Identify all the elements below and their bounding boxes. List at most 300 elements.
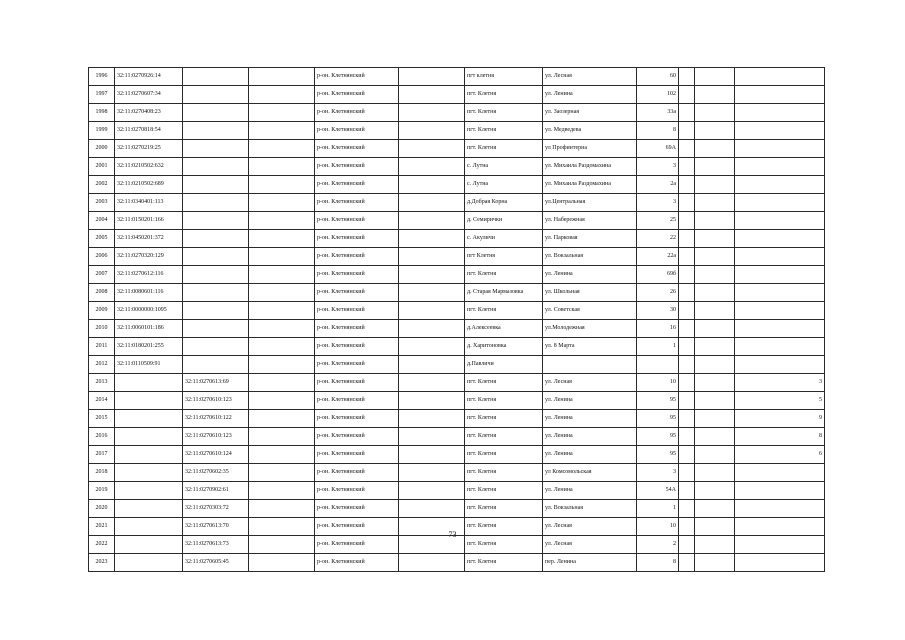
cadastral-number: 32:11:0150201:166 bbox=[115, 212, 183, 230]
district-cell: р-он. Клетнянский bbox=[315, 230, 399, 248]
house-number-cell: 2 bbox=[637, 536, 679, 554]
cadastral-number bbox=[115, 410, 183, 428]
district-cell: р-он. Клетнянский bbox=[315, 248, 399, 266]
table-row bbox=[89, 230, 825, 248]
empty-cell bbox=[249, 68, 315, 86]
district-cell: р-он. Клетнянский bbox=[315, 428, 399, 446]
apartment-cell bbox=[735, 320, 825, 338]
apartment-cell bbox=[735, 104, 825, 122]
table-row bbox=[89, 356, 825, 374]
empty-cell bbox=[679, 500, 695, 518]
house-number-cell: 1 bbox=[637, 500, 679, 518]
settlement-cell: д. Харитоновка bbox=[465, 338, 543, 356]
empty-cell bbox=[249, 356, 315, 374]
house-number-cell: 33а bbox=[637, 104, 679, 122]
cadastral-number-alt bbox=[183, 230, 249, 248]
cadastral-number: 32:11:0270607:34 bbox=[115, 86, 183, 104]
row-number: 1996 bbox=[89, 68, 115, 86]
cadastral-number: 32:11:0270219:25 bbox=[115, 140, 183, 158]
district-cell: р-он. Клетнянский bbox=[315, 86, 399, 104]
empty-cell bbox=[695, 392, 735, 410]
cadastral-number-alt bbox=[183, 248, 249, 266]
empty-cell bbox=[399, 302, 465, 320]
table-row bbox=[89, 68, 825, 86]
row-number: 2005 bbox=[89, 230, 115, 248]
empty-cell bbox=[695, 194, 735, 212]
street-cell: ул. Ленина bbox=[543, 446, 637, 464]
house-number-cell: 3 bbox=[637, 194, 679, 212]
row-number: 2014 bbox=[89, 392, 115, 410]
apartment-cell bbox=[735, 266, 825, 284]
empty-cell bbox=[249, 410, 315, 428]
cadastral-number-alt bbox=[183, 320, 249, 338]
empty-cell bbox=[695, 464, 735, 482]
street-cell: ул. Ленина bbox=[543, 392, 637, 410]
empty-cell bbox=[249, 176, 315, 194]
cadastral-number: 32:11:0110509:91 bbox=[115, 356, 183, 374]
table-row bbox=[89, 446, 825, 464]
cadastral-number: 32:11:0060101:186 bbox=[115, 320, 183, 338]
empty-cell bbox=[249, 158, 315, 176]
district-cell: р-он. Клетнянский bbox=[315, 410, 399, 428]
settlement-cell: д. Старая Мармазовка bbox=[465, 284, 543, 302]
district-cell: р-он. Клетнянский bbox=[315, 158, 399, 176]
district-cell: р-он. Клетнянский bbox=[315, 338, 399, 356]
empty-cell bbox=[679, 464, 695, 482]
house-number-cell: 95 bbox=[637, 392, 679, 410]
house-number-cell: 3 bbox=[637, 464, 679, 482]
empty-cell bbox=[679, 428, 695, 446]
apartment-cell bbox=[735, 176, 825, 194]
row-number: 2009 bbox=[89, 302, 115, 320]
table-row bbox=[89, 338, 825, 356]
empty-cell bbox=[399, 446, 465, 464]
empty-cell bbox=[399, 284, 465, 302]
row-number: 2006 bbox=[89, 248, 115, 266]
street-cell: ул. Заозерная bbox=[543, 104, 637, 122]
apartment-cell bbox=[735, 68, 825, 86]
settlement-cell: пгт. Клетня bbox=[465, 464, 543, 482]
district-cell: р-он. Клетнянский bbox=[315, 536, 399, 554]
table-row bbox=[89, 464, 825, 482]
empty-cell bbox=[249, 302, 315, 320]
street-cell: ул Комсомольская bbox=[543, 464, 637, 482]
empty-cell bbox=[399, 176, 465, 194]
row-number: 2022 bbox=[89, 536, 115, 554]
apartment-cell bbox=[735, 230, 825, 248]
apartment-cell bbox=[735, 158, 825, 176]
empty-cell bbox=[695, 68, 735, 86]
empty-cell bbox=[679, 158, 695, 176]
empty-cell bbox=[679, 338, 695, 356]
cadastral-number bbox=[115, 482, 183, 500]
cadastral-number bbox=[115, 428, 183, 446]
house-number-cell: 60 bbox=[637, 68, 679, 86]
cadastral-number-alt bbox=[183, 140, 249, 158]
empty-cell bbox=[679, 212, 695, 230]
district-cell: р-он. Клетнянский bbox=[315, 446, 399, 464]
cadastral-number: 32:11:0210502:632 bbox=[115, 158, 183, 176]
empty-cell bbox=[679, 392, 695, 410]
settlement-cell: с. Акуличи bbox=[465, 230, 543, 248]
cadastral-number-alt bbox=[183, 68, 249, 86]
empty-cell bbox=[695, 428, 735, 446]
empty-cell bbox=[679, 410, 695, 428]
street-cell: ул. Советская bbox=[543, 302, 637, 320]
row-number: 2004 bbox=[89, 212, 115, 230]
street-cell: ул. Ленина bbox=[543, 86, 637, 104]
row-number: 2011 bbox=[89, 338, 115, 356]
apartment-cell: 8 bbox=[735, 428, 825, 446]
house-number-cell: 1 bbox=[637, 338, 679, 356]
cadastral-number-alt bbox=[183, 356, 249, 374]
empty-cell bbox=[399, 410, 465, 428]
page-number: 73 bbox=[448, 530, 457, 539]
empty-cell bbox=[249, 554, 315, 572]
empty-cell bbox=[399, 554, 465, 572]
empty-cell bbox=[695, 122, 735, 140]
apartment-cell bbox=[735, 482, 825, 500]
district-cell: р-он. Клетнянский bbox=[315, 104, 399, 122]
cadastral-number-alt bbox=[183, 176, 249, 194]
street-cell: ул. Ленина bbox=[543, 266, 637, 284]
district-cell: р-он. Клетнянский bbox=[315, 140, 399, 158]
table-row bbox=[89, 176, 825, 194]
cadastral-number-alt: 32:11:0270602:35 bbox=[183, 464, 249, 482]
street-cell: ул. Вокзальная bbox=[543, 500, 637, 518]
cadastral-number-alt: 32:11:0270902:61 bbox=[183, 482, 249, 500]
apartment-cell bbox=[735, 140, 825, 158]
table-row bbox=[89, 284, 825, 302]
house-number-cell: 3 bbox=[637, 158, 679, 176]
empty-cell bbox=[679, 230, 695, 248]
apartment-cell bbox=[735, 302, 825, 320]
cadastral-number: 32:11:0180201:255 bbox=[115, 338, 183, 356]
empty-cell bbox=[695, 554, 735, 572]
house-number-cell: 95 bbox=[637, 428, 679, 446]
cadastral-number: 32:11:0000000:1095 bbox=[115, 302, 183, 320]
empty-cell bbox=[399, 374, 465, 392]
row-number: 2023 bbox=[89, 554, 115, 572]
cadastral-number-alt: 32:11:0270610:123 bbox=[183, 428, 249, 446]
cadastral-number bbox=[115, 446, 183, 464]
house-number-cell: 22а bbox=[637, 248, 679, 266]
street-cell: ул. 8 Марта bbox=[543, 338, 637, 356]
empty-cell bbox=[695, 248, 735, 266]
settlement-cell: пгт. Клетня bbox=[465, 104, 543, 122]
empty-cell bbox=[695, 410, 735, 428]
cadastral-number-alt: 32:11:0270610:122 bbox=[183, 410, 249, 428]
settlement-cell: с. Лутна bbox=[465, 158, 543, 176]
row-number: 1998 bbox=[89, 104, 115, 122]
empty-cell bbox=[679, 320, 695, 338]
empty-cell bbox=[399, 500, 465, 518]
empty-cell bbox=[695, 500, 735, 518]
table-row bbox=[89, 302, 825, 320]
table-row bbox=[89, 86, 825, 104]
row-number: 2002 bbox=[89, 176, 115, 194]
street-cell: ул. Школьная bbox=[543, 284, 637, 302]
district-cell: р-он. Клетнянский bbox=[315, 212, 399, 230]
settlement-cell: пгт. Клетня bbox=[465, 266, 543, 284]
cadastral-number: 32:11:0270320:129 bbox=[115, 248, 183, 266]
district-cell: р-он. Клетнянский bbox=[315, 356, 399, 374]
cadastral-number: 32:11:0270612:116 bbox=[115, 266, 183, 284]
empty-cell bbox=[249, 482, 315, 500]
district-cell: р-он. Клетнянский bbox=[315, 374, 399, 392]
settlement-cell: пгт. Клетня bbox=[465, 554, 543, 572]
district-cell: р-он. Клетнянский bbox=[315, 176, 399, 194]
cadastral-number: 32:11:0210502:689 bbox=[115, 176, 183, 194]
house-number-cell: 30 bbox=[637, 302, 679, 320]
empty-cell bbox=[249, 500, 315, 518]
table-row bbox=[89, 410, 825, 428]
empty-cell bbox=[695, 446, 735, 464]
cadastral-number bbox=[115, 554, 183, 572]
settlement-cell: д.Павличи bbox=[465, 356, 543, 374]
table-row bbox=[89, 248, 825, 266]
street-cell: ул. Лесная bbox=[543, 68, 637, 86]
settlement-cell: с. Лутна bbox=[465, 176, 543, 194]
table-row bbox=[89, 374, 825, 392]
cadastral-number-alt bbox=[183, 158, 249, 176]
empty-cell bbox=[399, 122, 465, 140]
settlement-cell: пгт. Клетня bbox=[465, 140, 543, 158]
house-number-cell: 54А bbox=[637, 482, 679, 500]
street-cell: ул. Михаила Раздомахина bbox=[543, 158, 637, 176]
apartment-cell bbox=[735, 248, 825, 266]
settlement-cell: пгт. Клетня bbox=[465, 500, 543, 518]
settlement-cell: пгт. Клетня bbox=[465, 122, 543, 140]
cadastral-number-alt: 32:11:0270613:69 bbox=[183, 374, 249, 392]
district-cell: р-он. Клетнянский bbox=[315, 194, 399, 212]
cadastral-number: 32:11:0270818:54 bbox=[115, 122, 183, 140]
row-number: 2018 bbox=[89, 464, 115, 482]
street-cell: ул. Набережная bbox=[543, 212, 637, 230]
empty-cell bbox=[399, 212, 465, 230]
empty-cell bbox=[249, 140, 315, 158]
empty-cell bbox=[679, 284, 695, 302]
row-number: 2020 bbox=[89, 500, 115, 518]
empty-cell bbox=[679, 122, 695, 140]
cadastral-number: 32:11:0340401:113 bbox=[115, 194, 183, 212]
settlement-cell: пгт. Клетня bbox=[465, 374, 543, 392]
row-number: 2013 bbox=[89, 374, 115, 392]
cadastral-number-alt bbox=[183, 284, 249, 302]
cadastral-number bbox=[115, 464, 183, 482]
empty-cell bbox=[679, 140, 695, 158]
empty-cell bbox=[399, 464, 465, 482]
house-number-cell: 95 bbox=[637, 446, 679, 464]
empty-cell bbox=[679, 356, 695, 374]
empty-cell bbox=[249, 446, 315, 464]
table-row bbox=[89, 266, 825, 284]
house-number-cell: 69б bbox=[637, 266, 679, 284]
cadastral-number: 32:11:0450201:372 bbox=[115, 230, 183, 248]
empty-cell bbox=[399, 392, 465, 410]
empty-cell bbox=[399, 428, 465, 446]
settlement-cell: пгт. Клетня bbox=[465, 428, 543, 446]
empty-cell bbox=[695, 104, 735, 122]
empty-cell bbox=[249, 86, 315, 104]
street-cell: ул. Лесная bbox=[543, 518, 637, 536]
empty-cell bbox=[249, 104, 315, 122]
cadastral-number bbox=[115, 374, 183, 392]
cadastral-number-alt: 32:11:0270610:123 bbox=[183, 392, 249, 410]
table-row bbox=[89, 392, 825, 410]
house-number-cell: 8 bbox=[637, 554, 679, 572]
house-number-cell: 102 bbox=[637, 86, 679, 104]
apartment-cell bbox=[735, 464, 825, 482]
table-row bbox=[89, 140, 825, 158]
district-cell: р-он. Клетнянский bbox=[315, 302, 399, 320]
cadastral-number bbox=[115, 500, 183, 518]
cadastral-number: 32:11:0270926:14 bbox=[115, 68, 183, 86]
cadastral-number-alt bbox=[183, 104, 249, 122]
cadastral-number-alt: 32:11:0270303:72 bbox=[183, 500, 249, 518]
empty-cell bbox=[249, 320, 315, 338]
cadastral-number bbox=[115, 392, 183, 410]
street-cell: ул. Медведева bbox=[543, 122, 637, 140]
table-row bbox=[89, 482, 825, 500]
registry-table bbox=[88, 67, 825, 572]
row-number: 2017 bbox=[89, 446, 115, 464]
empty-cell bbox=[695, 320, 735, 338]
empty-cell bbox=[399, 338, 465, 356]
empty-cell bbox=[399, 104, 465, 122]
street-cell: ул. Ленина bbox=[543, 410, 637, 428]
empty-cell bbox=[399, 68, 465, 86]
empty-cell bbox=[679, 446, 695, 464]
table-row bbox=[89, 104, 825, 122]
empty-cell bbox=[399, 140, 465, 158]
empty-cell bbox=[249, 194, 315, 212]
empty-cell bbox=[679, 374, 695, 392]
empty-cell bbox=[399, 194, 465, 212]
empty-cell bbox=[399, 158, 465, 176]
street-cell: ул Профинтерна bbox=[543, 140, 637, 158]
house-number-cell: 10 bbox=[637, 518, 679, 536]
house-number-cell: 26 bbox=[637, 284, 679, 302]
street-cell: ул. Ленина bbox=[543, 482, 637, 500]
settlement-cell: пгт. Клетня bbox=[465, 302, 543, 320]
table-row bbox=[89, 428, 825, 446]
empty-cell bbox=[695, 230, 735, 248]
empty-cell bbox=[399, 356, 465, 374]
settlement-cell: пгт. Клетня bbox=[465, 518, 543, 536]
settlement-cell: пгт. Клетня bbox=[465, 86, 543, 104]
table-row bbox=[89, 554, 825, 572]
empty-cell bbox=[679, 248, 695, 266]
empty-cell bbox=[249, 338, 315, 356]
apartment-cell bbox=[735, 554, 825, 572]
settlement-cell: д.Добрая Корна bbox=[465, 194, 543, 212]
cadastral-number-alt: 32:11:0270613:73 bbox=[183, 536, 249, 554]
street-cell: ул. Парковая bbox=[543, 230, 637, 248]
cadastral-number-alt: 32:11:0270613:70 bbox=[183, 518, 249, 536]
district-cell: р-он. Клетнянский bbox=[315, 320, 399, 338]
apartment-cell: 9 bbox=[735, 410, 825, 428]
row-number: 2010 bbox=[89, 320, 115, 338]
empty-cell bbox=[679, 176, 695, 194]
settlement-cell: д.Алексеевка bbox=[465, 320, 543, 338]
empty-cell bbox=[249, 374, 315, 392]
empty-cell bbox=[695, 212, 735, 230]
cadastral-number-alt bbox=[183, 338, 249, 356]
cadastral-number-alt bbox=[183, 302, 249, 320]
district-cell: р-он. Клетнянский bbox=[315, 284, 399, 302]
empty-cell bbox=[695, 374, 735, 392]
empty-cell bbox=[399, 230, 465, 248]
empty-cell bbox=[249, 248, 315, 266]
registry-rows bbox=[89, 68, 825, 572]
empty-cell bbox=[249, 230, 315, 248]
row-number: 2016 bbox=[89, 428, 115, 446]
apartment-cell: 5 bbox=[735, 392, 825, 410]
settlement-cell: пгт клетня bbox=[465, 68, 543, 86]
apartment-cell bbox=[735, 356, 825, 374]
settlement-cell: пгт. Клетня bbox=[465, 446, 543, 464]
row-number: 2019 bbox=[89, 482, 115, 500]
apartment-cell bbox=[735, 122, 825, 140]
apartment-cell bbox=[735, 86, 825, 104]
house-number-cell: 2а bbox=[637, 176, 679, 194]
cadastral-number-alt: 32:11:0270605:45 bbox=[183, 554, 249, 572]
table-row bbox=[89, 158, 825, 176]
cadastral-number: 32:11:0270408:23 bbox=[115, 104, 183, 122]
row-number: 2012 bbox=[89, 356, 115, 374]
district-cell: р-он. Клетнянский bbox=[315, 518, 399, 536]
district-cell: р-он. Клетнянский bbox=[315, 392, 399, 410]
settlement-cell: д. Семирички bbox=[465, 212, 543, 230]
empty-cell bbox=[695, 284, 735, 302]
cadastral-number: 32:11:0080601:116 bbox=[115, 284, 183, 302]
apartment-cell: 6 bbox=[735, 446, 825, 464]
street-cell: ул. Вокзальная bbox=[543, 248, 637, 266]
street-cell: ул. Михаила Раздомахина bbox=[543, 176, 637, 194]
house-number-cell: 69А bbox=[637, 140, 679, 158]
empty-cell bbox=[695, 482, 735, 500]
apartment-cell bbox=[735, 338, 825, 356]
empty-cell bbox=[695, 338, 735, 356]
apartment-cell bbox=[735, 500, 825, 518]
apartment-cell bbox=[735, 194, 825, 212]
street-cell: ул. Лесная bbox=[543, 374, 637, 392]
apartment-cell bbox=[735, 284, 825, 302]
settlement-cell: пгт. Клетня bbox=[465, 392, 543, 410]
empty-cell bbox=[249, 428, 315, 446]
table-row bbox=[89, 320, 825, 338]
empty-cell bbox=[249, 392, 315, 410]
empty-cell bbox=[679, 482, 695, 500]
empty-cell bbox=[679, 554, 695, 572]
row-number: 2007 bbox=[89, 266, 115, 284]
table-row bbox=[89, 212, 825, 230]
empty-cell bbox=[679, 302, 695, 320]
empty-cell bbox=[695, 176, 735, 194]
district-cell: р-он. Клетнянский bbox=[315, 464, 399, 482]
house-number-cell bbox=[637, 356, 679, 374]
table-row bbox=[89, 122, 825, 140]
empty-cell bbox=[399, 86, 465, 104]
district-cell: р-он. Клетнянский bbox=[315, 122, 399, 140]
empty-cell bbox=[249, 122, 315, 140]
row-number: 2001 bbox=[89, 158, 115, 176]
empty-cell bbox=[679, 266, 695, 284]
house-number-cell: 10 bbox=[637, 374, 679, 392]
cadastral-number-alt bbox=[183, 266, 249, 284]
settlement-cell: пгт. Клетня bbox=[465, 410, 543, 428]
